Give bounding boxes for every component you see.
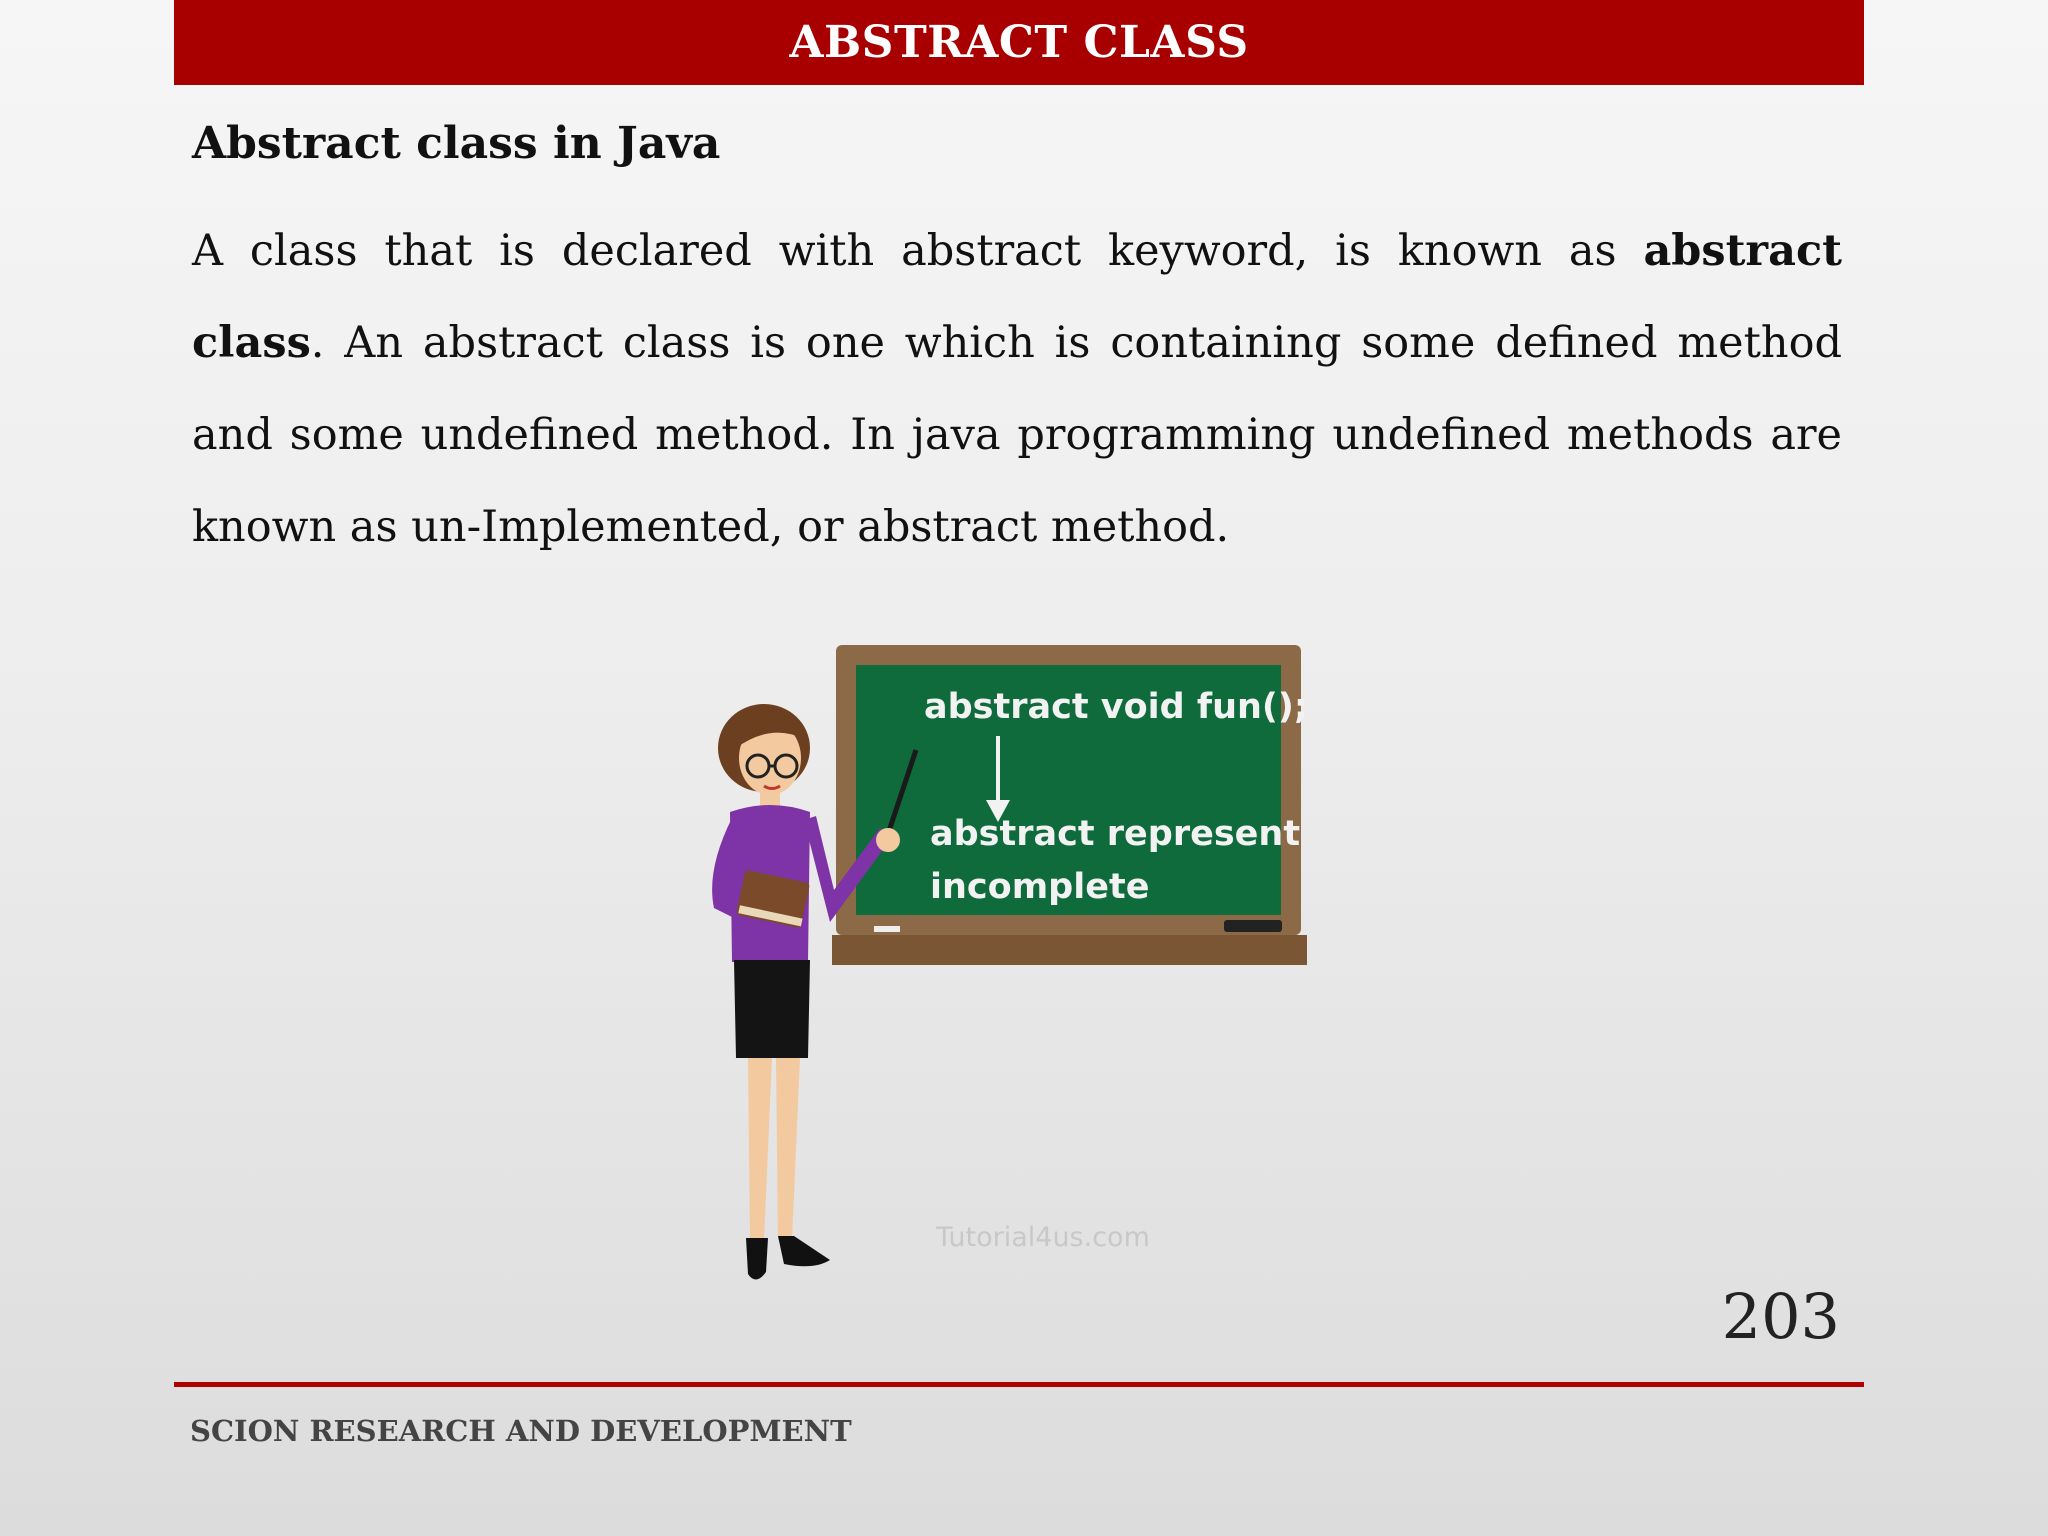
paragraph-text-start: A class that is declared with abstract keyword, is known as [192,226,1644,276]
section-heading: Abstract class in Java [192,118,721,169]
board-line-3: incomplete [930,867,1150,907]
eraser [1224,920,1282,932]
slide-title: ABSTRACT CLASS [789,17,1249,68]
slide-title-bar [174,0,1864,85]
body-paragraph [192,205,1842,573]
teacher-blackboard-illustration [680,640,1320,1290]
board-line-2: abstract represent [930,814,1301,854]
blackboard-ledge [832,935,1307,965]
paragraph-text-end: . An abstract class is one which is containing some defined method and some undefined method. In java programming undefined methods are known as un-Implemented, or abstract method. [192,318,1842,552]
board-line-1: abstract void fun(); [924,687,1308,727]
footer-divider [174,1382,1864,1387]
watermark: Tutorial4us.com [936,1222,1150,1253]
paragraph-bold-term: abstract class [192,226,1842,368]
page-number: 203 [1721,1280,1840,1353]
footer-organization: SCION RESEARCH AND DEVELOPMENT [190,1414,852,1448]
chalk [874,926,900,932]
